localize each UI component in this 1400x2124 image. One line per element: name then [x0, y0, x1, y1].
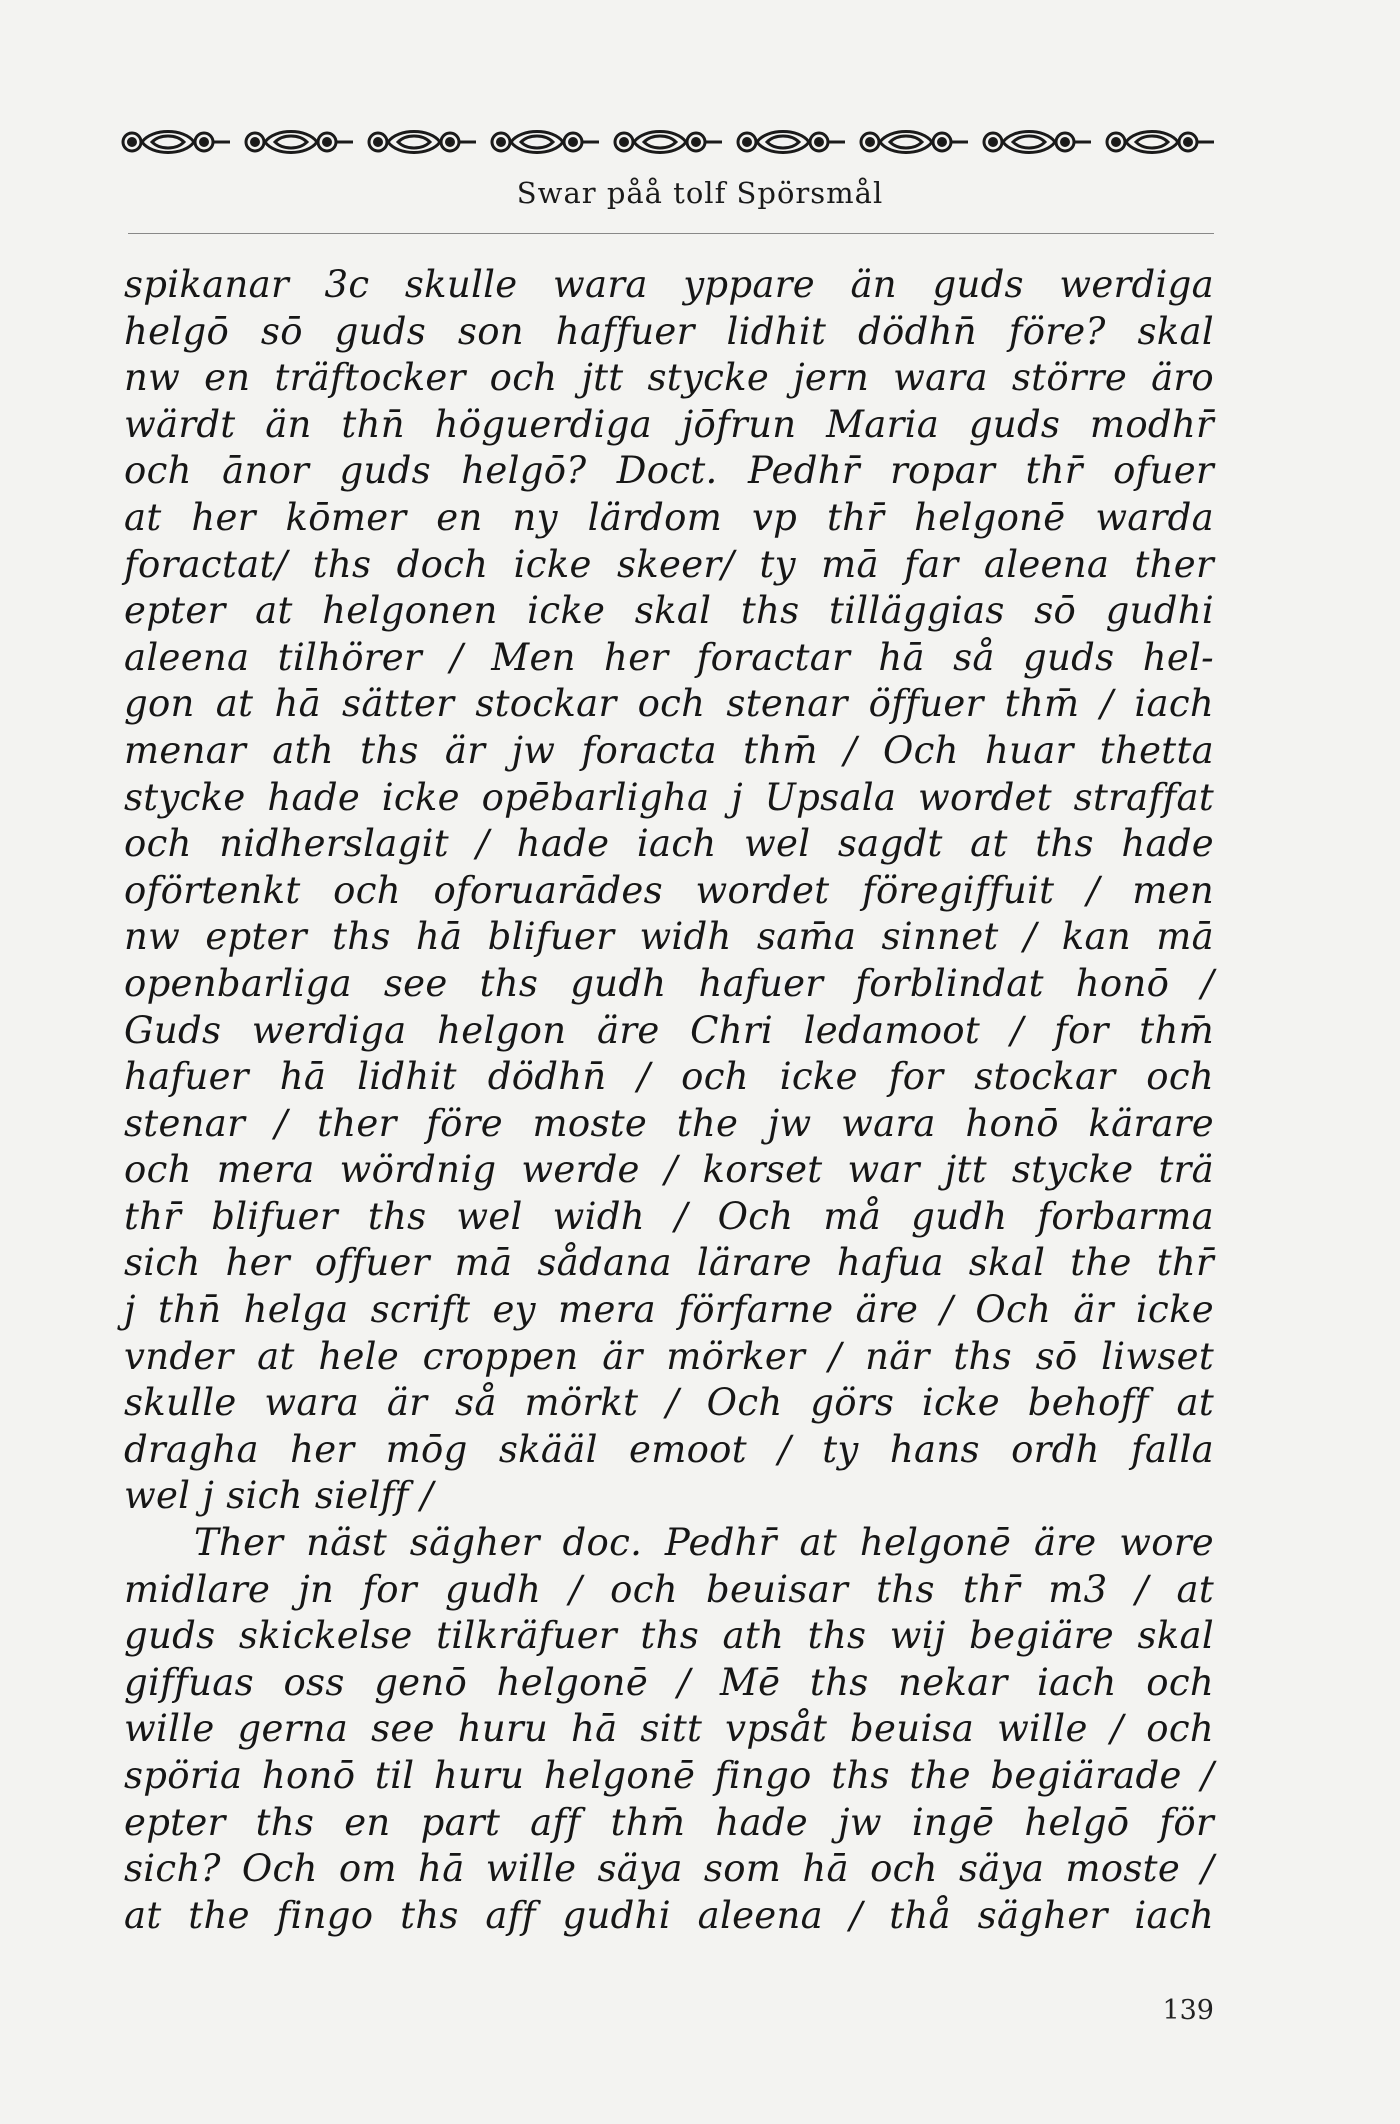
text-line: nw epter ths hā blifuer widh sam̄a sinnet / kan mā [124, 915, 1214, 959]
text-line: gon at hā sätter stockar och stenar öffuer thm̄ / iach [124, 682, 1214, 726]
text-line: aleena tilhörer / Men her foractar hā så guds hel- [124, 635, 1214, 679]
text-line: at the fingo ths aff gudhi aleena / thå sägher iach [124, 1893, 1214, 1937]
text-line: oförtenkt och oforuarādes wordet föregiffuit / men [124, 868, 1214, 912]
text-line: j thn̄ helga scrift ey mera förfarne äre / Och är icke [124, 1288, 1214, 1332]
text-line: thr̄ blifuer ths wel widh / Och må gudh forbarma [124, 1194, 1214, 1238]
text-line: Ther näst sägher doc. Pedhr̄ at helgonē äre wore [194, 1521, 1214, 1565]
text-line: epter at helgonen icke skal ths tilläggias sō gudhi [124, 589, 1214, 633]
text-line: epter ths en part aff thm̄ hade jw ingē helgō för [124, 1800, 1214, 1844]
text-line: foractat/ ths doch icke skeer/ ty mā far aleena ther [124, 542, 1214, 586]
text-line: giffuas oss genō helgonē / Mē ths nekar iach och [124, 1660, 1214, 1704]
text-line: wel j sich sielff / [124, 1474, 434, 1518]
text-line: midlare jn for gudh / och beuisar ths thr̄ m3 / at [124, 1567, 1214, 1611]
text-line: Guds werdiga helgon äre Chri ledamoot / for thm̄ [124, 1008, 1214, 1052]
text-line: och mera wördnig werde / korset war jtt stycke trä [124, 1148, 1214, 1192]
text-line: wärdt än thn̄ höguerdiga jōfrun Maria guds modhr̄ [124, 402, 1214, 446]
text-line: sich? Och om hā wille säya som hā och säya moste / [124, 1847, 1214, 1891]
text-line: stycke hade icke opēbarligha j Upsala wordet straffat [124, 775, 1214, 819]
text-line: at her kōmer en ny lärdom vp thr̄ helgonē warda [124, 495, 1214, 539]
text-line: och nidherslagit / hade iach wel sagdt at ths hade [124, 822, 1214, 866]
text-line: stenar / ther före moste the jw wara honō kärare [124, 1101, 1214, 1145]
header-rule [128, 233, 1214, 234]
text-line: spöria honō til huru helgonē fingo ths the begiärade / [124, 1754, 1214, 1797]
text-line: guds skickelse tilkräfuer ths ath ths wij begiäre skal [124, 1614, 1214, 1658]
text-line: sich her offuer mā sådana lärare hafua skal the thr̄ [124, 1241, 1214, 1285]
text-line: openbarliga see ths gudh hafuer forblindat honō / [124, 961, 1214, 1005]
text-line: helgō sō guds son haffuer lidhit dödhn̄ före? skal [124, 309, 1214, 353]
text-line: wille gerna see huru hā sitt vpsåt beuisa wille / och [124, 1707, 1214, 1751]
text-line: dragha her mōg skääl emoot / ty hans ordh falla [124, 1427, 1214, 1471]
text-line: nw en träftocker och jtt stycke jern wara större äro [124, 356, 1214, 400]
paragraph-1 [124, 262, 1214, 1520]
body-text [124, 262, 1214, 1939]
text-line: menar ath ths är jw foracta thm̄ / Och huar thetta [124, 728, 1214, 772]
text-line: vnder at hele croppen är mörker / när ths sō liwset [124, 1334, 1214, 1378]
decorative-border-ornament [118, 122, 1226, 162]
text-line: skulle wara är så mörkt / Och görs icke behoff at [124, 1381, 1214, 1425]
paragraph-2 [124, 1520, 1214, 1939]
page-number: 139 [1162, 1995, 1214, 2026]
text-line: spikanar 3c skulle wara yppare än guds werdiga [124, 263, 1214, 306]
running-head: Swar påå tolf Spörsmål [516, 176, 884, 210]
text-line: och ānor guds helgō? Doct. Pedhr̄ ropar thr̄ ofuer [124, 449, 1214, 493]
text-line: hafuer hā lidhit dödhn̄ / och icke for stockar och [124, 1055, 1214, 1099]
